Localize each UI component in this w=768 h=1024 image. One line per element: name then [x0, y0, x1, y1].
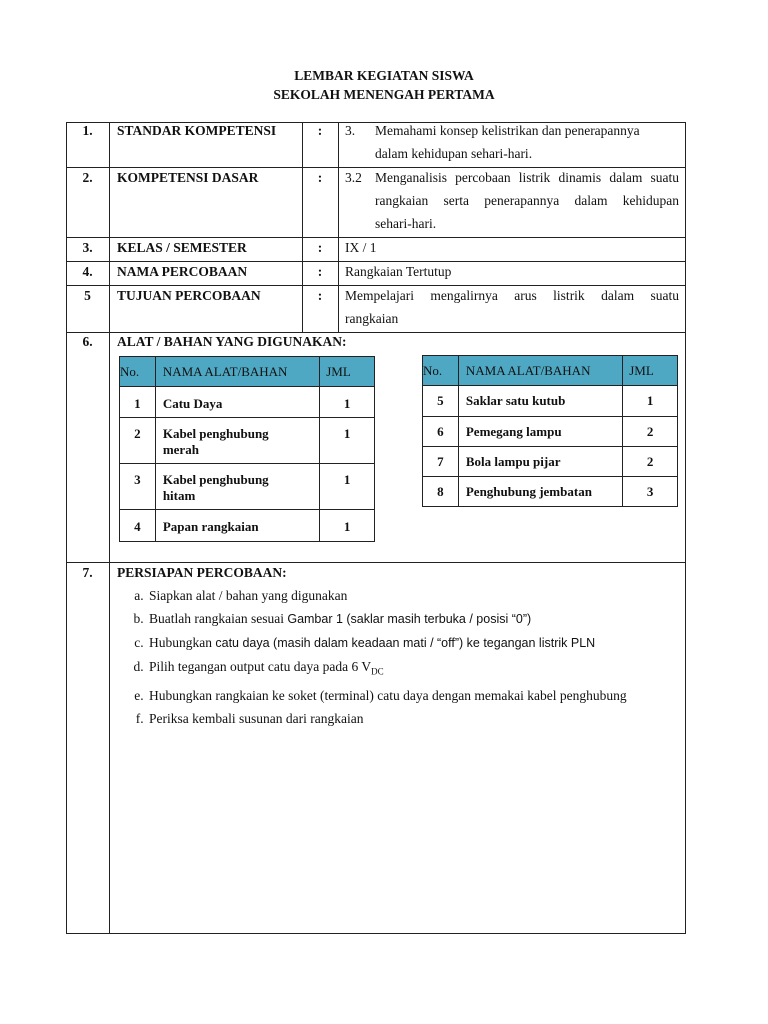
- step-text: Hubungkan: [149, 635, 212, 650]
- row-number: 4.: [82, 264, 93, 279]
- item-no: 8: [423, 477, 459, 507]
- table-row: [423, 417, 678, 447]
- row-colon: :: [317, 264, 323, 279]
- table-row: [120, 418, 375, 464]
- header-qty: JML: [623, 356, 678, 386]
- item-qty: 2: [623, 447, 678, 477]
- list-item: [147, 631, 627, 655]
- item-no: 3: [120, 464, 156, 510]
- row-number: 3.: [82, 240, 93, 255]
- table-border-bottom: [66, 933, 686, 934]
- row-label: NAMA PERCOBAAN: [117, 264, 248, 279]
- row-number: 1.: [82, 123, 93, 138]
- table-row: [423, 477, 678, 507]
- table-row: [423, 386, 678, 417]
- document-subtitle: SEKOLAH MENENGAH PERTAMA: [273, 87, 495, 102]
- item-no: 1: [120, 387, 156, 418]
- item-name: Bola lampu pijar: [458, 447, 622, 477]
- row-value-continued: sehari-hari.: [375, 216, 437, 231]
- table-row: [120, 510, 375, 542]
- item-no: 5: [423, 386, 459, 417]
- step-text: Periksa kembali susunan dari rangkaian: [149, 710, 364, 726]
- row-value: Menganalisis percobaan listrik dinamis dalam suatu: [375, 170, 679, 185]
- step-subscript: DC: [371, 666, 384, 677]
- item-name: Penghubung jembatan: [458, 477, 622, 507]
- row-value-continued: rangkaian serta penerapannya dalam kehidupan: [375, 193, 679, 208]
- list-item: [147, 607, 627, 631]
- item-no: 4: [120, 510, 156, 542]
- row-value: Mempelajari mengalirnya arus listrik dalam suatu: [345, 288, 679, 303]
- table-border-right: [685, 122, 686, 934]
- list-item: [147, 584, 627, 607]
- header-name: NAMA ALAT/BAHAN: [155, 357, 319, 387]
- row-colon: :: [317, 170, 323, 185]
- column-divider: [109, 122, 110, 934]
- row-value: IX / 1: [345, 240, 377, 255]
- row-value-prefix: 3.2: [345, 170, 362, 185]
- item-name: Catu Daya: [155, 387, 319, 418]
- row-value-continued: dalam kehidupan sehari-hari.: [375, 146, 533, 161]
- item-qty: 1: [320, 510, 375, 542]
- step-text: catu daya (masih dalam keadaan mati / “off”) ke tegangan listrik PLN: [215, 636, 596, 650]
- header-qty: JML: [320, 357, 375, 387]
- item-name: Papan rangkaian: [155, 510, 319, 542]
- item-no: 7: [423, 447, 459, 477]
- list-item: [147, 655, 627, 684]
- table-row: [120, 387, 375, 418]
- row-label: KOMPETENSI DASAR: [117, 170, 259, 185]
- row-value: Rangkaian Tertutup: [345, 264, 452, 279]
- row-value-prefix: 3.: [345, 123, 356, 138]
- preparation-steps: [127, 584, 627, 730]
- table-row: [120, 464, 375, 510]
- step-text: Buatlah rangkaian sesuai: [149, 611, 284, 626]
- table-header-row: [120, 357, 375, 387]
- header-name: NAMA ALAT/BAHAN: [458, 356, 622, 386]
- item-no: 2: [120, 418, 156, 464]
- row-value-continued: rangkaian: [345, 311, 399, 326]
- item-qty: 1: [320, 464, 375, 510]
- item-name: Saklar satu kutub: [458, 386, 622, 417]
- row-label: STANDAR KOMPETENSI: [117, 123, 277, 138]
- step-text: Pilih tegangan output catu daya pada 6 V: [149, 659, 372, 674]
- item-qty: 1: [320, 418, 375, 464]
- section-number: 6.: [82, 334, 93, 349]
- row-colon: :: [317, 288, 323, 303]
- header-no: No.: [120, 357, 156, 387]
- item-qty: 1: [623, 386, 678, 417]
- tools-table-left: [119, 356, 375, 542]
- header-no: No.: [423, 356, 459, 386]
- row-colon: :: [317, 240, 323, 255]
- section-number: 7.: [82, 565, 93, 580]
- item-name: Kabel penghubung merah: [155, 418, 319, 464]
- document-title: LEMBAR KEGIATAN SISWA: [294, 68, 474, 83]
- item-qty: 2: [623, 417, 678, 447]
- row-label: TUJUAN PERCOBAAN: [117, 288, 261, 303]
- table-header-row: [423, 356, 678, 386]
- item-no: 6: [423, 417, 459, 447]
- row-label: KELAS / SEMESTER: [117, 240, 247, 255]
- table-row: [423, 447, 678, 477]
- item-qty: 3: [623, 477, 678, 507]
- step-text: Gambar 1 (saklar masih terbuka / posisi “0”): [287, 612, 532, 626]
- step-text: Hubungkan rangkaian ke soket (terminal) catu daya dengan memakai kabel penghubung: [149, 687, 627, 703]
- tools-table-right: [422, 355, 678, 507]
- item-qty: 1: [320, 387, 375, 418]
- list-item: [147, 684, 627, 707]
- item-name: Kabel penghubung hitam: [155, 464, 319, 510]
- item-name: Pemegang lampu: [458, 417, 622, 447]
- row-number: 5: [84, 288, 91, 303]
- section-title: ALAT / BAHAN YANG DIGUNAKAN:: [117, 334, 347, 349]
- section-title: PERSIAPAN PERCOBAAN:: [117, 565, 287, 580]
- row-colon: :: [317, 123, 323, 138]
- list-item: [147, 707, 627, 730]
- row-number: 2.: [82, 170, 93, 185]
- row-value: Memahami konsep kelistrikan dan penerapannya: [375, 123, 640, 138]
- step-text: Siapkan alat / bahan yang digunakan: [149, 588, 348, 603]
- column-divider: [338, 122, 339, 333]
